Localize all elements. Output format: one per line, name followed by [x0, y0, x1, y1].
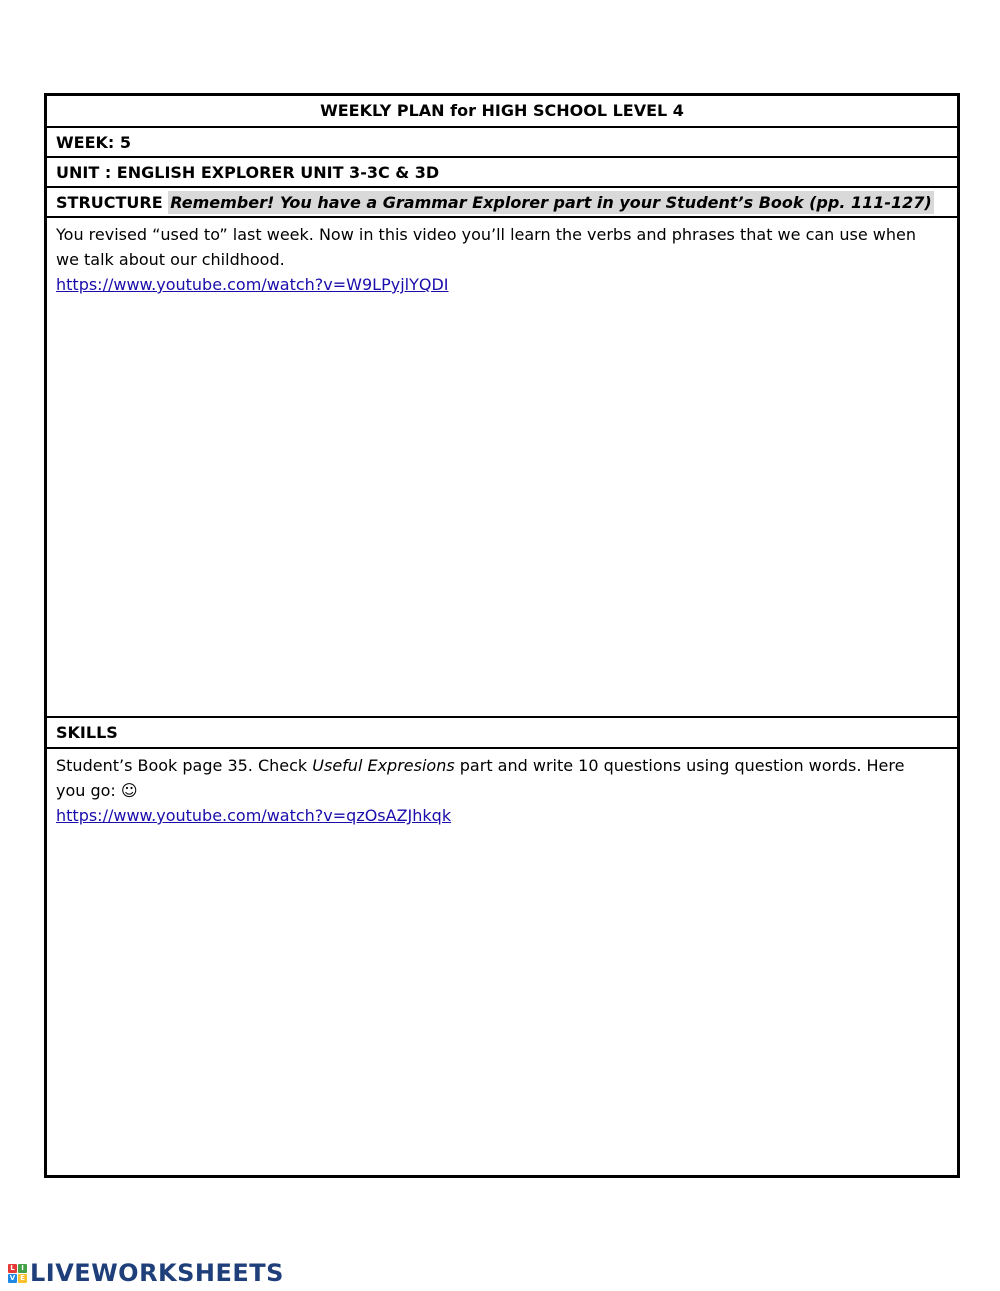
- skills-text-pre: Student’s Book page 35. Check: [56, 756, 313, 775]
- week-label: WEEK: 5: [47, 128, 957, 158]
- brand-name: LIVEWORKSHEETS: [30, 1259, 284, 1287]
- skills-text-emphasis: Useful Expresions: [312, 756, 455, 775]
- structure-header: [47, 188, 957, 218]
- structure-note: Remember! You have a Grammar Explorer part in your Student’s Book (pp. 111-127): [170, 193, 932, 212]
- skills-text-post: part and write 10 questions using question words. Here: [454, 756, 905, 775]
- logo-letter: E: [18, 1274, 27, 1283]
- structure-text-line-2: we talk about our childhood.: [56, 250, 285, 269]
- skills-content: [47, 749, 957, 1175]
- skills-label: SKILLS: [47, 718, 957, 749]
- structure-content: [47, 218, 957, 718]
- logo-letter: I: [18, 1264, 27, 1273]
- liveworksheets-logo-icon: [8, 1264, 27, 1283]
- logo-letter: V: [9, 1273, 16, 1282]
- structure-text-line-1: You revised “used to” last week. Now in this video you’ll learn the verbs and phrases that we can use when: [56, 225, 917, 244]
- weekly-plan-table: [44, 93, 960, 1178]
- skills-video-link[interactable]: https://www.youtube.com/watch?v=qzOsAZJhkqk: [56, 806, 452, 825]
- plan-title: WEEKLY PLAN for HIGH SCHOOL LEVEL 4: [47, 96, 957, 128]
- liveworksheets-brand[interactable]: [8, 1258, 284, 1288]
- unit-label: UNIT : ENGLISH EXPLORER UNIT 3-3C & 3D: [47, 158, 957, 188]
- skills-text-line-2: you go: ☺: [56, 781, 138, 800]
- skills-text-line-1: [56, 753, 948, 778]
- structure-video-link[interactable]: https://www.youtube.com/watch?v=W9LPyjlYQDI: [56, 275, 449, 294]
- logo-letter: L: [8, 1264, 17, 1273]
- structure-label: STRUCTURE: [56, 193, 163, 212]
